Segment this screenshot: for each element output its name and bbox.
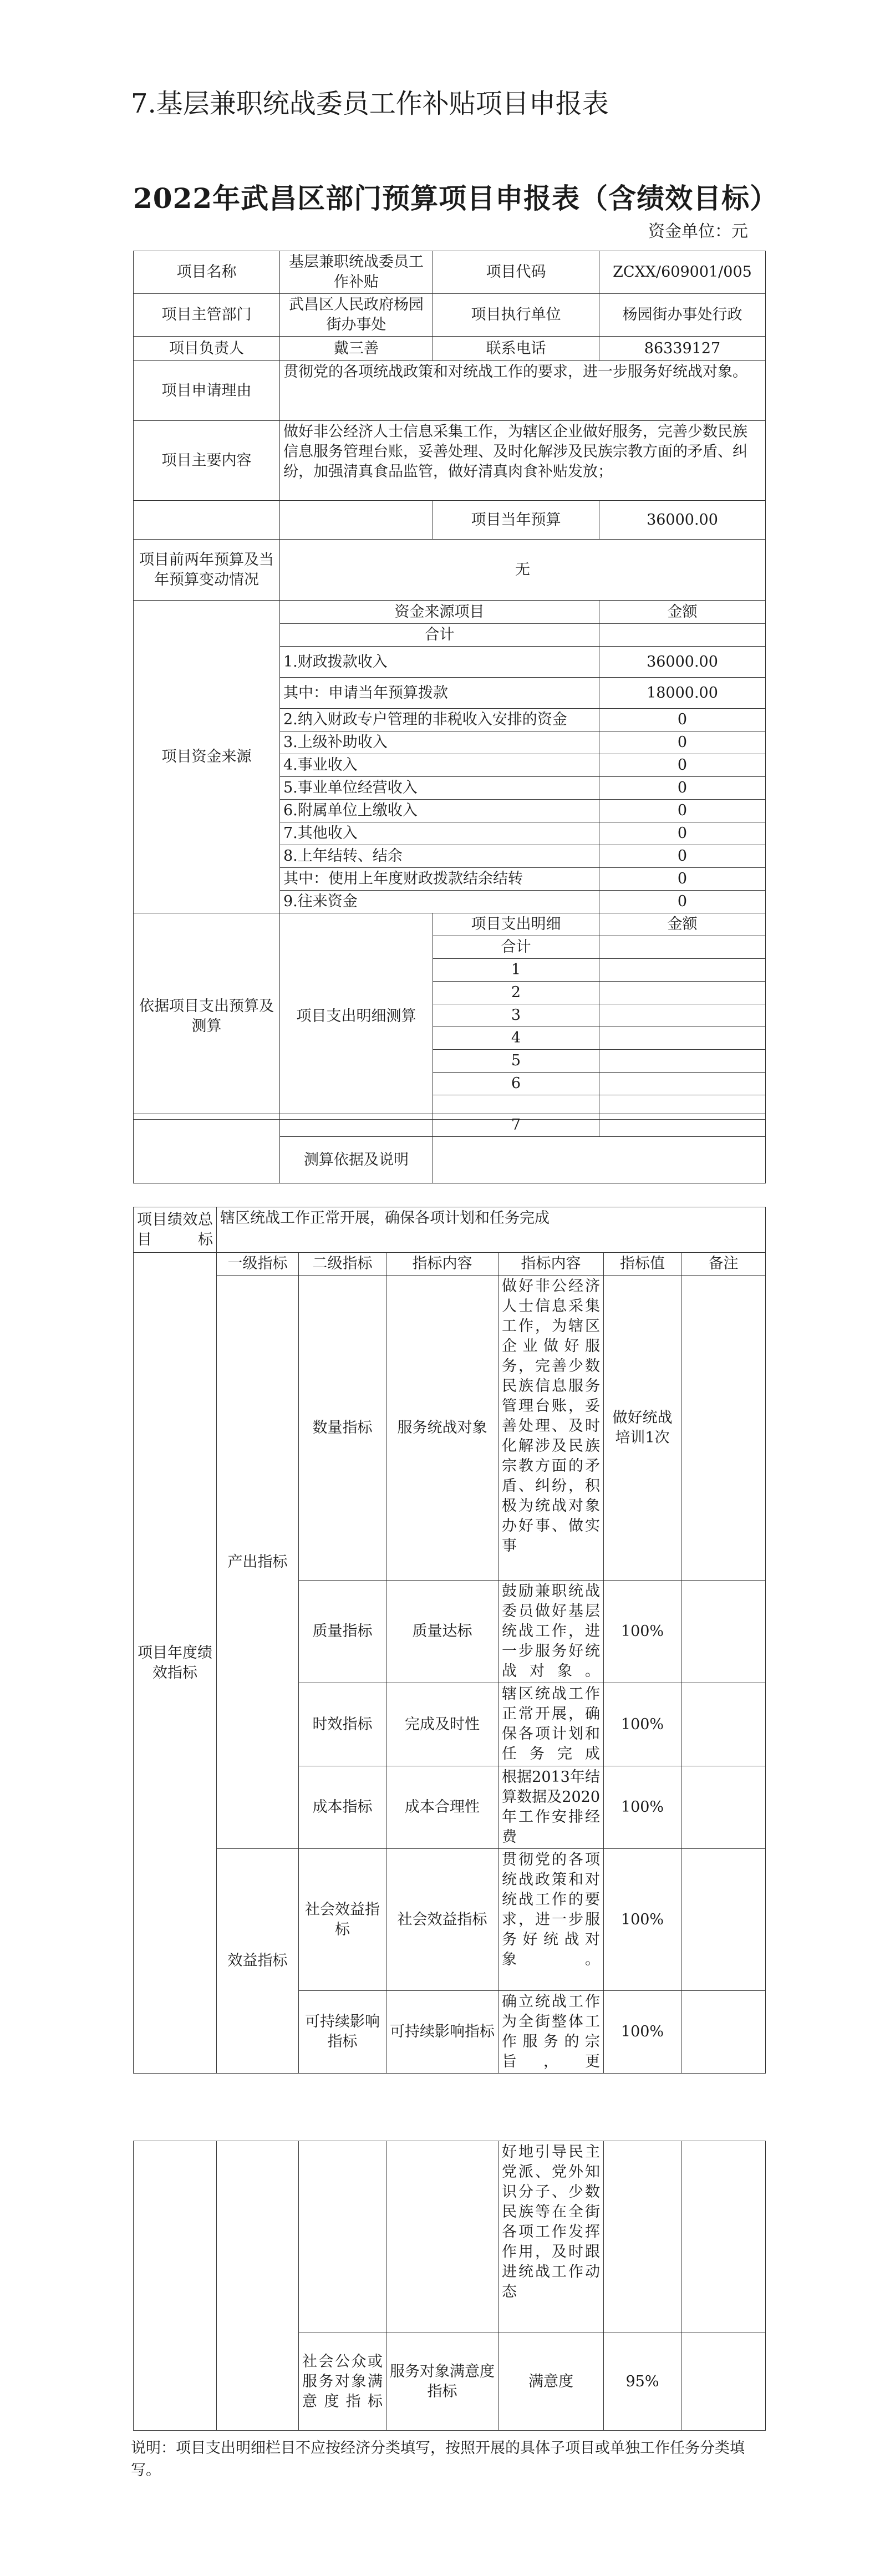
- funding-row-amount: [599, 624, 766, 647]
- cost-l2: 成本指标: [299, 1766, 386, 1849]
- expense-col-amount: 金额: [599, 913, 766, 936]
- reason-value: 贯彻党的各项统战政策和对统战工作的要求，进一步服务好统战对象。: [280, 361, 766, 421]
- timeliness-remark: [681, 1683, 766, 1766]
- budget-value: 36000.00: [599, 501, 766, 540]
- performance-continuation-table: [133, 2141, 766, 2431]
- perf-col-l3: 指标内容: [386, 1253, 499, 1276]
- budget-label: 项目当年预算: [433, 501, 599, 540]
- social-l3: 社会效益指标: [386, 1849, 499, 1991]
- perf-col-desc: 指标内容: [499, 1253, 604, 1276]
- funding-row-name: 9.往来资金: [280, 891, 599, 913]
- expense-amount: [599, 1073, 766, 1095]
- perf-col-value: 指标值: [604, 1253, 681, 1276]
- change-value: 无: [280, 540, 766, 601]
- owner-value: 戴三善: [280, 337, 433, 361]
- expense-row: 3: [433, 1004, 599, 1027]
- perf-col-l1: 一级指标: [217, 1253, 299, 1276]
- sustain-remark: [681, 1991, 766, 2074]
- quality-value: 100%: [604, 1581, 681, 1683]
- basis-value: [433, 1137, 766, 1183]
- funding-row-name: 7.其他收入: [280, 822, 599, 845]
- quantity-l3: 服务统战对象: [386, 1276, 499, 1581]
- perf-cont-blank-2: [217, 2141, 299, 2431]
- content-value: 做好非公经济人士信息采集工作，为辖区企业做好服务，完善少数民族信息服务管理台账，妥善处理、及时化解涉及民族宗教方面的矛盾、纠纷，加强清真食品监管，做好清真肉食补贴发放；: [280, 421, 766, 501]
- expense-amount: [599, 1114, 766, 1137]
- dept-label: 项目主管部门: [134, 294, 280, 337]
- perf-col-l2: 二级指标: [299, 1253, 386, 1276]
- satisfaction-l2: 社会公众或服务对象满意度指标: [299, 2333, 386, 2431]
- expense-label: 依据项目支出预算及测算: [134, 913, 280, 1120]
- funding-row-amount: 0: [599, 868, 766, 891]
- content-label: 项目主要内容: [134, 421, 280, 501]
- project-code-value: ZCXX/609001/005: [599, 251, 766, 294]
- sustain-desc: 确立统战工作为全街整体工作服务的宗旨，更: [499, 1991, 604, 2074]
- funding-row-amount: 18000.00: [599, 678, 766, 709]
- funding-row-name: 其中：申请当年预算拨款: [280, 678, 599, 709]
- expense-row: 2: [433, 982, 599, 1004]
- perf-cont-blank-6: [681, 2141, 766, 2333]
- funding-row-amount: 0: [599, 800, 766, 822]
- funding-row-name: 3.上级补助收入: [280, 731, 599, 754]
- expense-col-item: 项目支出明细: [433, 913, 599, 936]
- funding-row-name: 合计: [280, 624, 599, 647]
- output-label: 产出指标: [217, 1276, 299, 1849]
- quantity-value: 做好统战培训1次: [604, 1276, 681, 1581]
- quality-remark: [681, 1581, 766, 1683]
- funding-row-amount: 0: [599, 709, 766, 731]
- quality-desc: 鼓励兼职统战委员做好基层统战工作，进一步服务好统战对象。: [499, 1581, 604, 1683]
- footnote: 说明：项目支出明细栏目不应按经济分类填写，按照开展的具体子项目或单独工作任务分类填写。: [131, 2440, 745, 2479]
- currency-unit: 资金单位：元: [648, 222, 748, 241]
- funding-row-name: 6.附属单位上缴收入: [280, 800, 599, 822]
- funding-row-name: 8.上年结转、结余: [280, 845, 599, 868]
- funding-row-amount: 0: [599, 777, 766, 800]
- budget-blank-2: [280, 501, 433, 540]
- quantity-remark: [681, 1276, 766, 1581]
- project-code-label: 项目代码: [433, 251, 599, 294]
- cost-l3: 成本合理性: [386, 1766, 499, 1849]
- expense-row: 4: [433, 1027, 599, 1050]
- funding-row-name: 1.财政拨款收入: [280, 647, 599, 678]
- satisfaction-value: 95%: [604, 2333, 681, 2431]
- social-remark: [681, 1849, 766, 1991]
- expense-row: 合计: [433, 936, 599, 959]
- satisfaction-l3: 服务对象满意度指标: [386, 2333, 499, 2431]
- sustain-l3: 可持续影响指标: [386, 1991, 499, 2074]
- expense-amount: [599, 982, 766, 1004]
- expense-amount: [599, 1004, 766, 1027]
- perf-col-remark: 备注: [681, 1253, 766, 1276]
- quality-l3: 质量达标: [386, 1581, 499, 1683]
- quantity-desc: 做好非公经济人士信息采集工作，为辖区企业做好服务，完善少数民族信息服务管理台账，妥善处理、及时化解涉及民族宗教方面的矛盾、纠纷，积极为统战对象办好事、做实事: [499, 1276, 604, 1581]
- funding-row-amount: 36000.00: [599, 647, 766, 678]
- reason-label: 项目申请理由: [134, 361, 280, 421]
- satisfaction-remark: [681, 2333, 766, 2431]
- funding-row-amount: 0: [599, 845, 766, 868]
- perf-cont-blank-3: [299, 2141, 386, 2333]
- funding-row-name: 5.事业单位经营收入: [280, 777, 599, 800]
- expense-amount: [599, 1027, 766, 1050]
- project-name-value: 基层兼职统战委员工作补贴: [280, 251, 433, 294]
- social-l2: 社会效益指标: [299, 1849, 386, 1991]
- timeliness-value: 100%: [604, 1683, 681, 1766]
- timeliness-desc: 辖区统战工作正常开展，确保各项计划和任务完成: [499, 1683, 604, 1766]
- dept-value: 武昌区人民政府杨园街办事处: [280, 294, 433, 337]
- funding-col-amount: 金额: [599, 601, 766, 624]
- expense-cont-blank: [134, 1114, 280, 1183]
- perf-cont-blank-4: [386, 2141, 499, 2333]
- expense-row: 6: [433, 1073, 599, 1095]
- perf-summary-value: 辖区统战工作正常开展，确保各项计划和任务完成: [217, 1207, 766, 1253]
- quantity-l2: 数量指标: [299, 1276, 386, 1581]
- funding-row-name: 2.纳入财政专户管理的非税收入安排的资金: [280, 709, 599, 731]
- exec-unit-value: 杨园街办事处行政: [599, 294, 766, 337]
- basis-label: 测算依据及说明: [280, 1137, 433, 1183]
- satisfaction-desc: 满意度: [499, 2333, 604, 2431]
- perf-cont-blank-5: [604, 2141, 681, 2333]
- funding-col-source: 资金来源项目: [280, 601, 599, 624]
- phone-label: 联系电话: [433, 337, 599, 361]
- expense-row: 1: [433, 959, 599, 982]
- funding-label: 项目资金来源: [134, 601, 280, 913]
- expense-sub-label: 项目支出明细测算: [280, 913, 433, 1120]
- funding-row-amount: 0: [599, 754, 766, 777]
- sustain-l2: 可持续影响指标: [299, 1991, 386, 2074]
- perf-summary-label: 项目绩效总目标: [134, 1207, 217, 1253]
- budget-blank: [134, 501, 280, 540]
- expense-amount: [599, 936, 766, 959]
- exec-unit-label: 项目执行单位: [433, 294, 599, 337]
- performance-table: [133, 1207, 766, 2074]
- expense-continuation-table: [133, 1114, 766, 1183]
- perf-annual-label: 项目年度绩效指标: [134, 1253, 217, 2074]
- funding-row-name: 4.事业收入: [280, 754, 599, 777]
- owner-label: 项目负责人: [134, 337, 280, 361]
- expense-row: 7: [433, 1114, 599, 1137]
- timeliness-l2: 时效指标: [299, 1683, 386, 1766]
- expense-amount: [599, 959, 766, 982]
- cost-value: 100%: [604, 1766, 681, 1849]
- funding-row-name: 其中：使用上年度财政拨款结余结转: [280, 868, 599, 891]
- sustain-value: 100%: [604, 1991, 681, 2074]
- expense-cont-blank-2: [280, 1114, 433, 1137]
- funding-row-amount: 0: [599, 891, 766, 913]
- funding-row-amount: 0: [599, 822, 766, 845]
- page-header: 7.基层兼职统战委员工作补贴项目申报表: [131, 88, 609, 119]
- funding-row-amount: 0: [599, 731, 766, 754]
- document-title: 2022年武昌区部门预算项目申报表（含绩效目标）: [133, 182, 779, 215]
- social-value: 100%: [604, 1849, 681, 1991]
- perf-cont-blank: [134, 2141, 217, 2431]
- timeliness-l3: 完成及时性: [386, 1683, 499, 1766]
- expense-row: 5: [433, 1050, 599, 1073]
- social-desc: 贯彻党的各项统战政策和对统战工作的要求，进一步服务好统战对象。: [499, 1849, 604, 1991]
- phone-value: 86339127: [599, 337, 766, 361]
- expense-amount: [599, 1050, 766, 1073]
- project-name-label: 项目名称: [134, 251, 280, 294]
- project-basic-table: [133, 251, 766, 1120]
- cost-remark: [681, 1766, 766, 1849]
- quality-l2: 质量指标: [299, 1581, 386, 1683]
- sustain-desc-continued: 好地引导民主党派、党外知识分子、少数民族等在全街各项工作发挥作用，及时跟进统战工作动态: [499, 2141, 604, 2333]
- benefit-label: 效益指标: [217, 1849, 299, 2074]
- change-label: 项目前两年预算及当年预算变动情况: [134, 540, 280, 601]
- cost-desc: 根据2013年结算数据及2020年工作安排经费: [499, 1766, 604, 1849]
